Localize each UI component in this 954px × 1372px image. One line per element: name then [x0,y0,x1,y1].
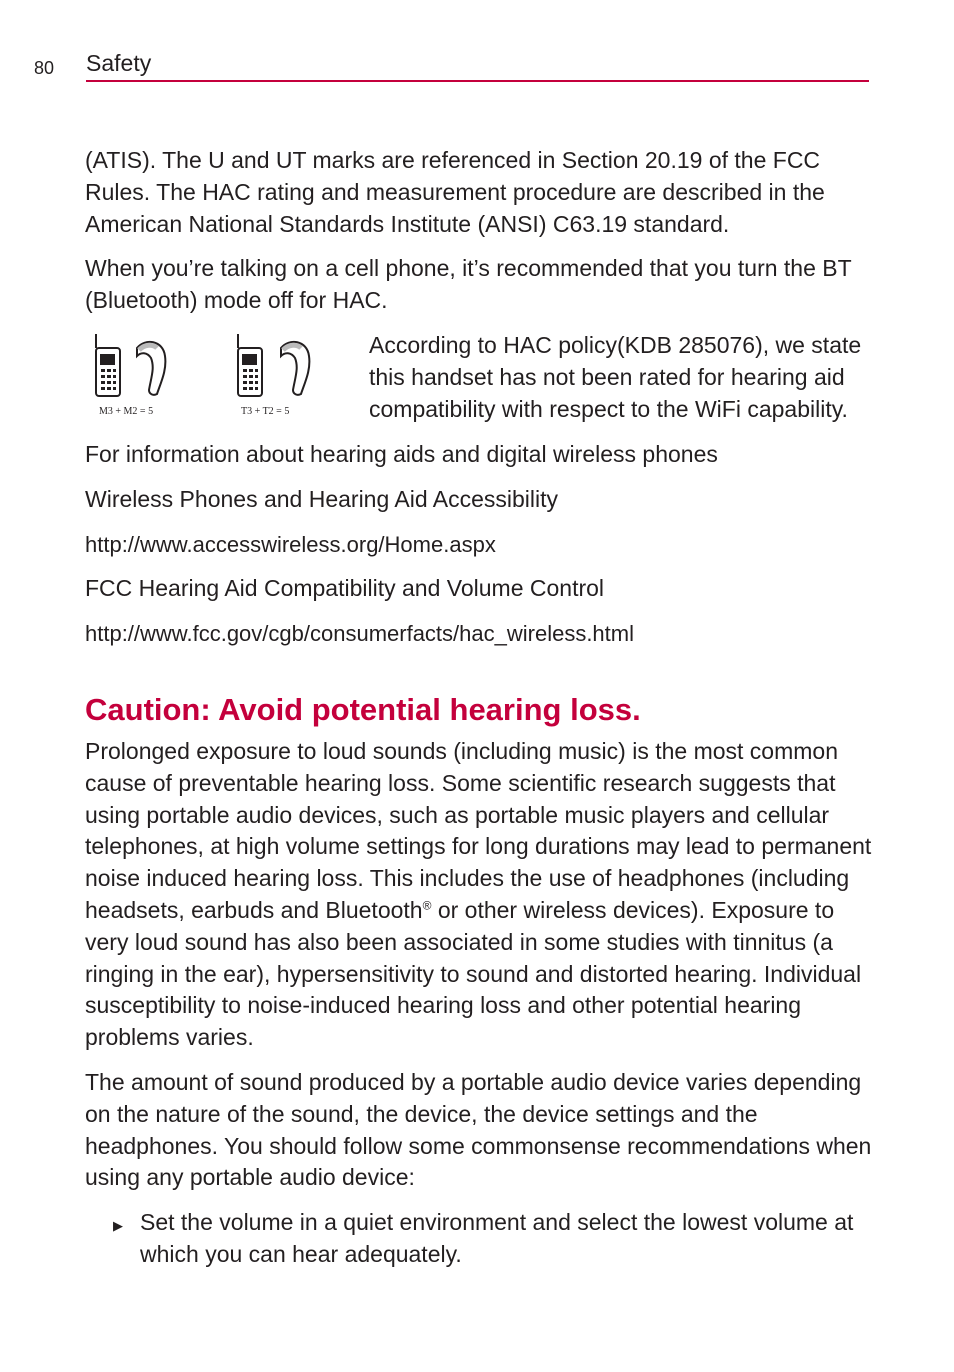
bullet-text: Set the volume in a quiet environment and select the lowest volume at which you can hear adequately. [140,1209,854,1267]
link-accesswireless-url[interactable]: http://www.accesswireless.org/Home.aspx [85,531,496,557]
page-number: 80 [34,58,55,78]
hac-rating-illustration [85,330,369,426]
header-divider [86,80,869,82]
caution-paragraph-2: The amount of sound produced by a portable audio device varies depending on the nature of the sound, the device, the device settings and the headphones. You should follow some commonsense recommendations when using any portable audio device: [85,1068,872,1191]
link-fcc-url[interactable]: http://www.fcc.gov/cgb/consumerfacts/hac_wireless.html [85,621,634,647]
caution-paragraph-1-part-2: or other wireless devices). Exposure to very loud sound has also been associated in some studies with tinnitus (a ringing in the ear), hypersensitivity to sound and distorted hearing. Individual susceptibility to noise-induced hearing loss and other potential hearing problems varies. [85,896,862,1051]
phone-icon [238,334,262,396]
link-title-fcc: FCC Hearing Aid Compatibility and Volume Control [85,575,605,602]
phone-icon [96,334,120,396]
intro-paragraph-2: When you’re talking on a cell phone, it’s recommended that you turn the BT (Bluetooth) mode off for HAC. [85,255,852,314]
hearing-aid-icon [137,342,165,395]
hac-rating-figure [85,330,369,426]
caution-paragraph-1-part-1: Prolonged exposure to loud sounds (including music) is the most common cause of preventable hearing loss. Some scientific research suggests that using portable audio devices, such as portable music players and cellular telephones, at high volume settings for long durations may lead to permanent noise induced hearing loss. This includes the use of headphones (including headsets, earbuds and Bluetooth [85,737,872,923]
intro-paragraph-1: (ATIS). The U and UT marks are referenced in Section 20.19 of the FCC Rules. The HAC rating and measurement procedure are described in the American National Standards Institute (ANSI) C63.19 standard. [85,147,825,237]
section-title: Safety [86,50,152,76]
main-content [85,145,875,1271]
link-title-accesswireless: Wireless Phones and Hearing Aid Accessibility [85,485,559,512]
hac-left-label: M3 + M2 = 5 [99,405,154,417]
hac-policy-text: According to HAC policy(KDB 285076), we state this handset has not been rated for hearing aid compatibility with respect to the WiFi capability. [369,331,862,422]
info-heading: For information about hearing aids and digital wireless phones [85,440,718,467]
registered-mark: ® [422,898,432,913]
list-item [85,1207,875,1271]
hac-rating-section [85,330,875,426]
caution-paragraph-1 [85,736,875,1054]
hearing-aid-icon [281,342,309,395]
hac-right-label: T3 + T2 = 5 [241,405,290,417]
caution-heading: Caution: Avoid potential hearing loss. [85,691,641,727]
bullet-triangle-icon: ▶ [113,1218,123,1234]
